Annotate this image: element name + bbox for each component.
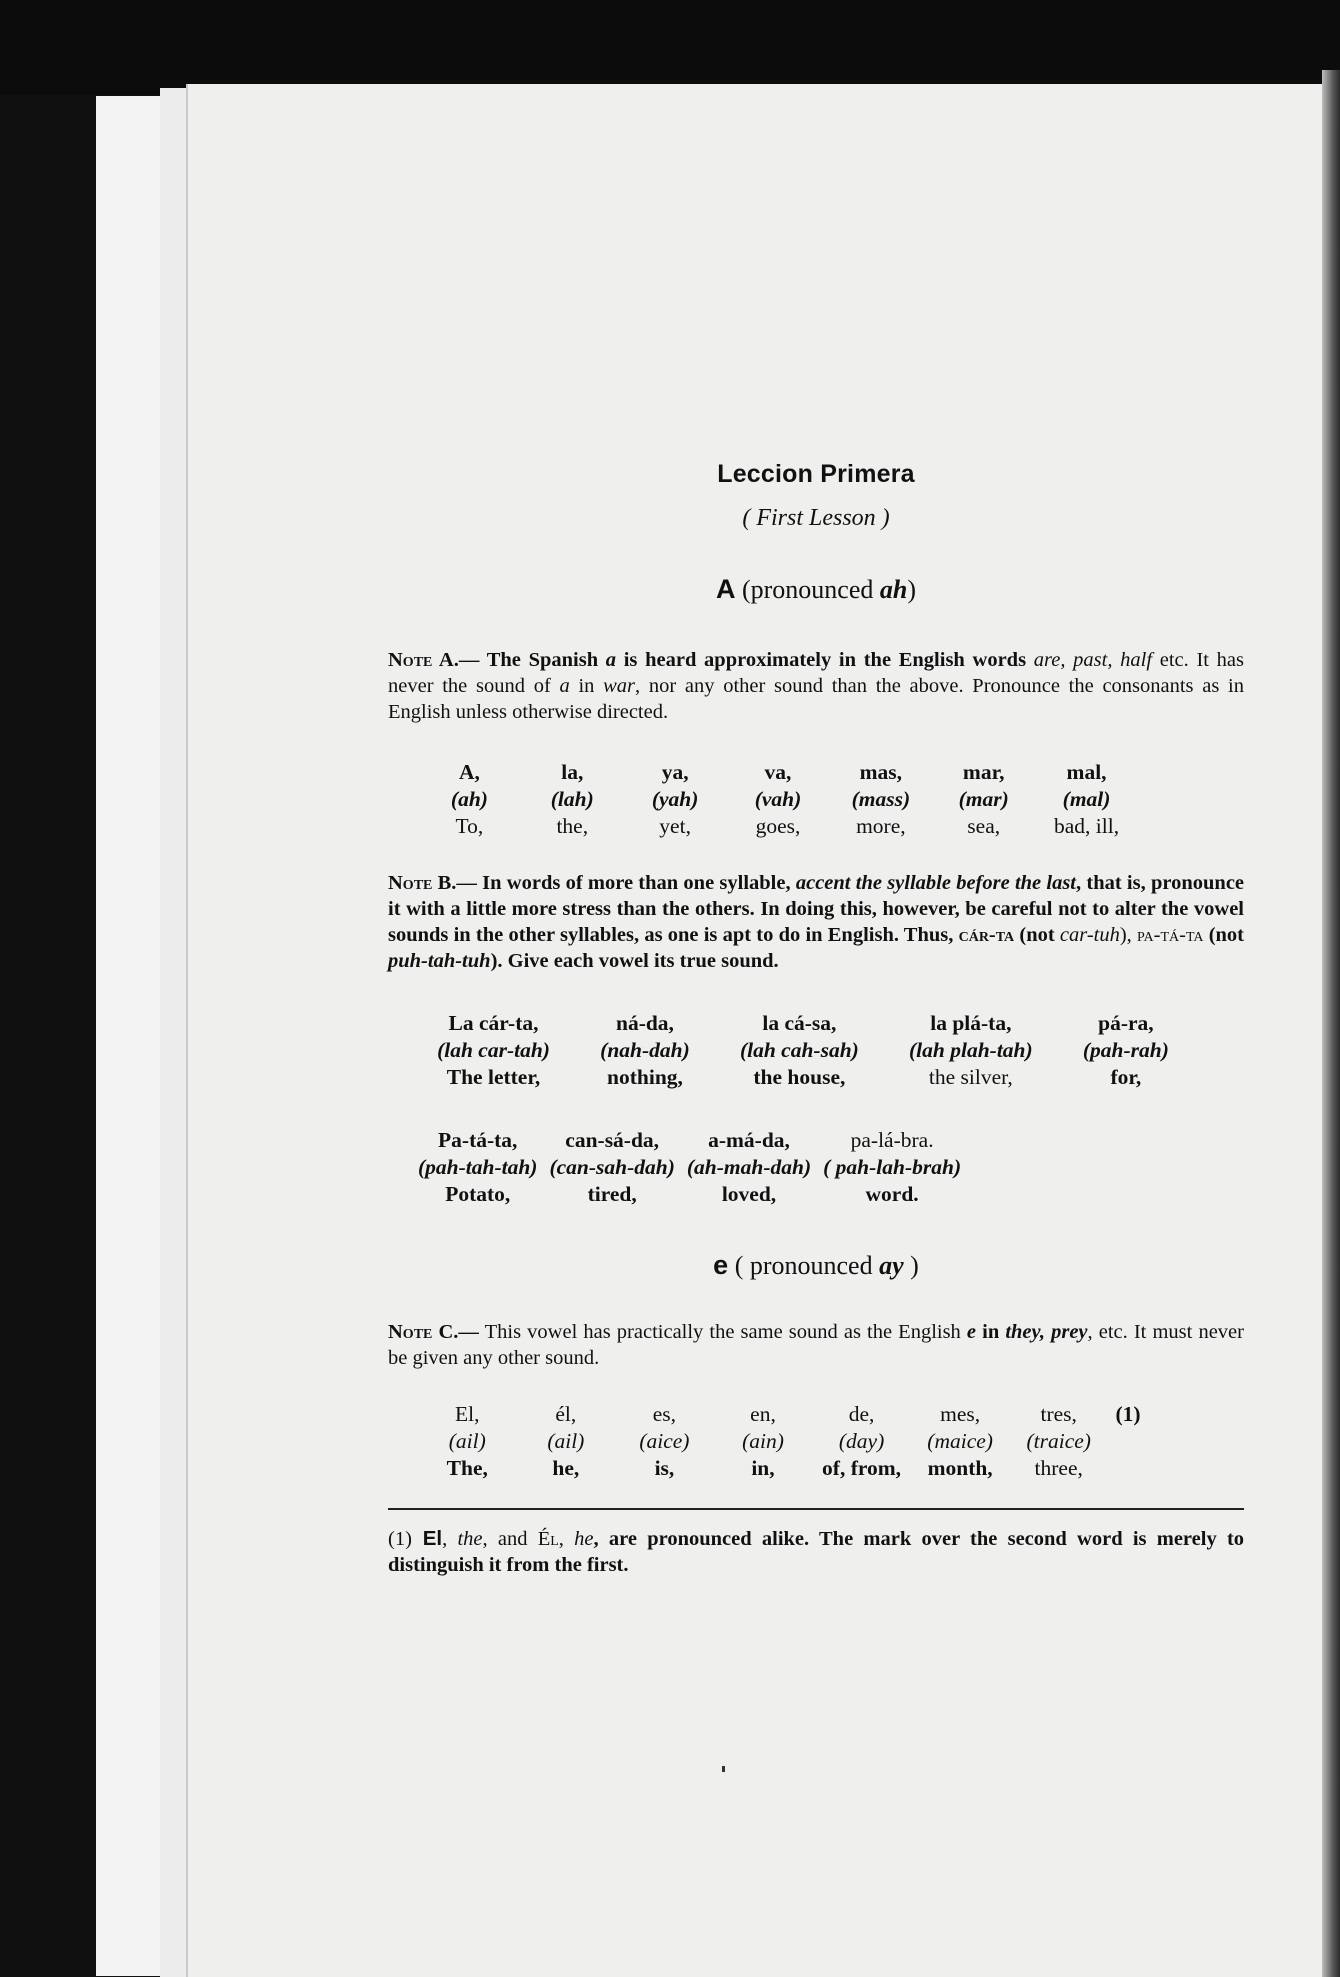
translation: in,: [751, 1456, 775, 1480]
note-b: [388, 870, 1244, 974]
spanish-word: ná-da,: [615, 1011, 674, 1035]
translation: the house,: [753, 1065, 846, 1089]
pronunciation: (lah): [550, 787, 594, 811]
translation: the,: [556, 814, 589, 838]
note-emph: accent the syllable before the last: [795, 872, 1077, 894]
note-label: Note C.—: [388, 1321, 479, 1343]
note-c: [388, 1319, 1244, 1371]
note-text: etc. It has never the sound of: [388, 649, 1244, 697]
pronunciation: (ail): [547, 1429, 585, 1453]
footnote-ref-mark: (1): [1115, 1402, 1141, 1426]
pronunciation: (lah plah-tah): [909, 1038, 1033, 1062]
translation: the silver,: [928, 1065, 1013, 1089]
note-emph: a: [559, 675, 570, 697]
translation: more,: [856, 814, 906, 838]
word-table-c: [418, 1401, 1148, 1482]
translation: nothing,: [607, 1065, 683, 1089]
note-text: ). Give each vowel its true sound.: [490, 950, 779, 972]
spanish-word: mal,: [1066, 760, 1107, 784]
spanish-word: a-má-da,: [708, 1128, 790, 1152]
translation: word.: [865, 1182, 919, 1206]
note-a: [388, 647, 1244, 725]
footnote-text: ,: [558, 1528, 575, 1550]
spanish-word: va,: [764, 760, 792, 784]
translation: for,: [1110, 1065, 1142, 1089]
pronounced-sound: ay: [879, 1251, 904, 1280]
note-emph: e: [966, 1321, 977, 1343]
note-text: This vowel has practically the same sound as the English: [478, 1321, 967, 1343]
page-edge-shadow: [1322, 70, 1340, 1977]
translation: is,: [654, 1456, 675, 1480]
note-emph: puh-tah-tuh: [388, 950, 491, 972]
spanish-word: la cá-sa,: [762, 1011, 837, 1035]
note-label: Note A.—: [388, 649, 480, 671]
translation: bad, ill,: [1054, 814, 1120, 838]
pronunciation: (nah-dah): [600, 1038, 690, 1062]
footnote: [388, 1526, 1244, 1578]
pronounced-sound: ah: [879, 575, 908, 604]
spanish-word: en,: [750, 1402, 776, 1426]
translation: loved,: [721, 1182, 777, 1206]
note-text: is heard approximately in the English words: [616, 649, 1034, 671]
note-text: , that is, pronounce it with a little more stress than the others. In doing this, however, be careful not to alter the vowel sounds in the other syllables, as one is apt to do in English. Thus,: [388, 872, 1245, 946]
note-emph: are, past, half: [1033, 649, 1153, 671]
footnote-emph: he: [574, 1528, 594, 1550]
translation: The,: [446, 1456, 488, 1480]
footnote-mark: (1): [388, 1528, 412, 1550]
lesson-title: Leccion Primera: [717, 460, 915, 488]
page-speck: [722, 1766, 725, 1772]
lesson-content: [388, 460, 1244, 1578]
translation: month,: [927, 1456, 993, 1480]
footnote-text: , and: [482, 1528, 538, 1550]
footnote-divider: [388, 1508, 1244, 1510]
pronunciation: (can-sah-dah): [549, 1155, 675, 1179]
vowel-heading-e: [388, 1250, 1244, 1281]
spanish-word: tres,: [1040, 1402, 1077, 1426]
word-table-a: [418, 759, 1138, 840]
pronunciation: (vah): [754, 787, 802, 811]
pronunciation: (pah-tah-tah): [418, 1155, 538, 1179]
vowel-letter: A: [715, 574, 736, 604]
translation: goes,: [755, 814, 801, 838]
spanish-word: El,: [455, 1402, 480, 1426]
pronounced-suffix: ): [907, 575, 917, 604]
vowel-letter: e: [713, 1250, 729, 1280]
note-emph: they, prey: [1005, 1321, 1088, 1343]
note-text: ),: [1119, 924, 1138, 946]
translation: three,: [1034, 1456, 1083, 1480]
note-text: (not: [1203, 924, 1245, 946]
spanish-word: ya,: [661, 760, 689, 784]
word-table-b2: [418, 1127, 1118, 1208]
translation: To,: [455, 814, 484, 838]
footnote-text: , are pronounced alike. The mark over the second word is merely to distinguish it from the first.: [388, 1528, 1245, 1576]
translation: The letter,: [446, 1065, 541, 1089]
pronunciation: (pah-rah): [1082, 1038, 1169, 1062]
lesson-subtitle: ( First Lesson ): [742, 505, 890, 531]
pronounced-prefix: (pronounced: [741, 575, 874, 604]
note-text: in: [569, 675, 604, 697]
spanish-word: can-sá-da,: [565, 1128, 660, 1152]
footnote-emph: Él: [537, 1528, 559, 1550]
pronunciation: (traice): [1026, 1429, 1091, 1453]
spanish-word: pa-lá-bra.: [850, 1128, 934, 1152]
pronounced-prefix: ( pronounced: [734, 1251, 873, 1280]
translation: tired,: [587, 1182, 637, 1206]
spanish-word: es,: [652, 1402, 677, 1426]
spanish-word: mes,: [940, 1402, 981, 1426]
note-emph: cár-ta: [958, 924, 1015, 946]
spanish-word: pá-ra,: [1098, 1011, 1154, 1035]
spanish-word: mas,: [859, 760, 903, 784]
footnote-text: ,: [442, 1528, 458, 1550]
pronunciation: (yah): [651, 787, 699, 811]
spanish-word: él,: [555, 1402, 577, 1426]
pronunciation: (mass): [851, 787, 911, 811]
spanish-word: La cár-ta,: [448, 1011, 539, 1035]
note-emph: car-tuh: [1059, 924, 1120, 946]
spanish-word: mar,: [962, 760, 1005, 784]
pronunciation: (ah-mah-dah): [686, 1155, 812, 1179]
note-emph: pa-tá-ta: [1137, 924, 1204, 946]
note-text: The Spanish: [479, 649, 606, 671]
pronunciation: (ail): [448, 1429, 486, 1453]
note-text: , etc. It must never be given any other sound.: [388, 1321, 1244, 1369]
word-table-b1: [418, 1010, 1188, 1091]
translation: sea,: [967, 814, 1001, 838]
spanish-word: la plá-ta,: [930, 1011, 1012, 1035]
note-text: , nor any other sound than the above. Pronounce the consonants as in English unless otherwise directed.: [388, 675, 1244, 723]
pronounced-suffix: ): [910, 1251, 919, 1280]
pronunciation: (ah): [450, 787, 488, 811]
footnote-emph: the: [457, 1528, 483, 1550]
pronunciation: (maice): [927, 1429, 993, 1453]
note-text: in: [976, 1321, 1006, 1343]
note-emph: war: [603, 675, 636, 697]
spanish-word: la,: [561, 760, 584, 784]
footnote-emph: El: [411, 1527, 443, 1550]
spanish-word: Pa-tá-ta,: [438, 1128, 518, 1152]
note-label: Note B.—: [388, 872, 477, 894]
translation: he,: [552, 1456, 580, 1480]
pronunciation: (mal): [1062, 787, 1111, 811]
note-emph: a: [605, 649, 617, 671]
pronunciation: (mar): [958, 787, 1009, 811]
pronunciation: (aice): [639, 1429, 690, 1453]
translation: Potato,: [445, 1182, 511, 1206]
pronunciation: (ain): [742, 1429, 784, 1453]
spanish-word: A,: [458, 760, 480, 784]
translation: yet,: [659, 814, 691, 838]
note-text: In words of more than one syllable,: [476, 872, 796, 894]
pronunciation: (day): [838, 1429, 885, 1453]
scan-background-top: [0, 0, 1340, 95]
spanish-word: de,: [848, 1402, 875, 1426]
pronunciation: (lah cah-sah): [739, 1038, 859, 1062]
note-text: (not: [1014, 924, 1060, 946]
pronunciation: ( pah-lah-brah): [823, 1155, 962, 1179]
pronunciation: (lah car-tah): [437, 1038, 550, 1062]
translation: of, from,: [822, 1456, 902, 1480]
vowel-heading-a: [388, 574, 1244, 605]
